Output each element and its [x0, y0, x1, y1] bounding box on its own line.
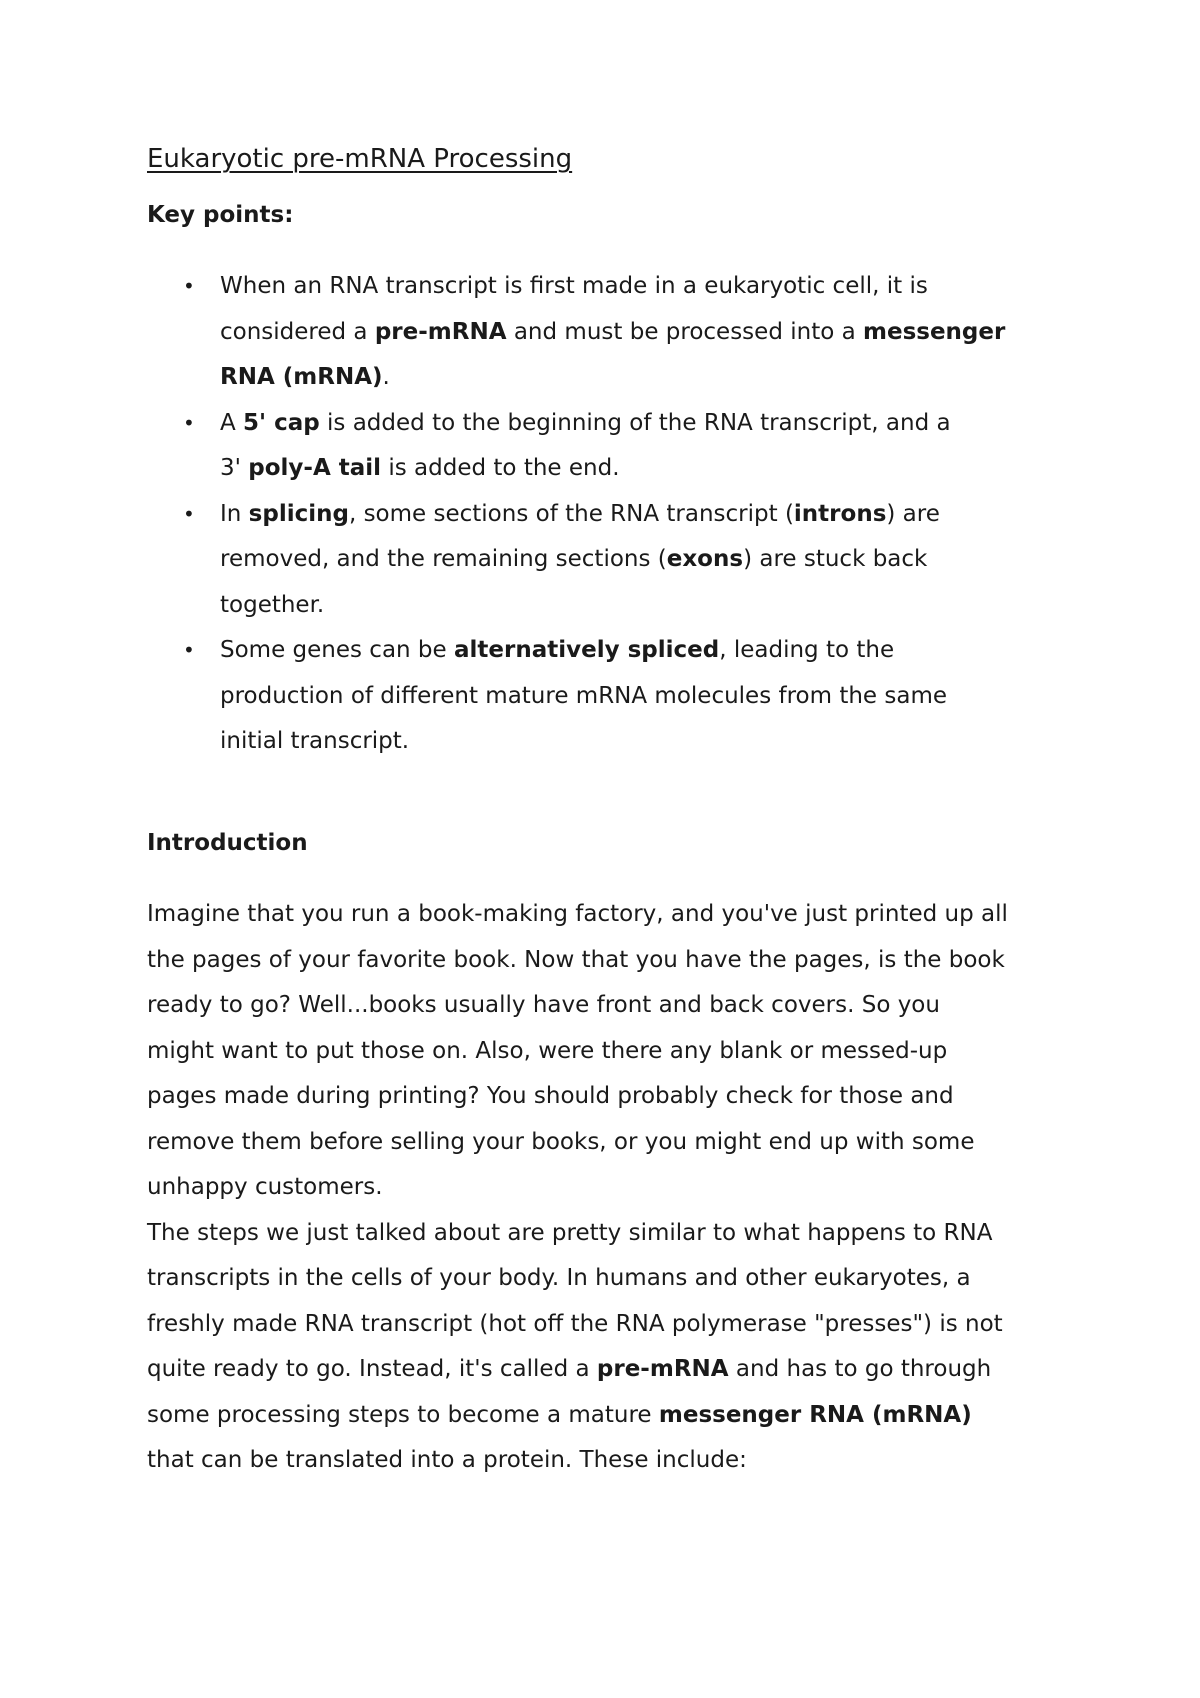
text-line: freshly made RNA transcript (hot off the RNA polymerase "presses") is not [147, 1310, 1003, 1337]
text-line: ready to go? Well...books usually have front and back covers. So you [147, 992, 940, 1018]
text-line: pages made during printing? You should probably check for those and [147, 1083, 954, 1109]
text-line: Imagine that you run a book-making factory, and you've just printed up all [147, 901, 1008, 927]
key-points-list [147, 264, 1067, 765]
text-line: In splicing, some sections of the RNA transcript (introns) are [220, 500, 940, 527]
text-line: quite ready to go. Instead, it's called a pre-mRNA and has to go through [147, 1356, 992, 1382]
key-point-item [147, 492, 1067, 629]
text-line: transcripts in the cells of your body. In humans and other eukaryotes, a [147, 1265, 971, 1291]
intro-paragraph-1 [147, 892, 1067, 1211]
text-line: production of different mature mRNA molecules from the same [220, 682, 948, 709]
text-line: considered a pre-mRNA and must be processed into a messenger [220, 318, 1006, 345]
introduction-body [147, 892, 1067, 1484]
intro-paragraph-2 [147, 1211, 1067, 1484]
text-line: together. [220, 591, 325, 618]
document-title: Eukaryotic pre-mRNA Processing [147, 144, 573, 174]
bullet-icon: • [183, 274, 195, 298]
text-line: The steps we just talked about are pretty similar to what happens to RNA [147, 1219, 993, 1246]
key-point-item [147, 401, 1067, 492]
text-line: RNA (mRNA). [220, 364, 390, 390]
bullet-icon: • [183, 410, 195, 435]
text-line: initial transcript. [220, 728, 410, 754]
bullet-icon: • [183, 501, 195, 526]
bullet-icon: • [183, 638, 195, 662]
text-line: Some genes can be alternatively spliced, leading to the [220, 637, 895, 663]
key-point-item [147, 264, 1067, 401]
text-line: removed, and the remaining sections (exons) are stuck back [220, 546, 928, 572]
text-line: A 5' cap is added to the beginning of the RNA transcript, and a [220, 409, 951, 436]
text-line: remove them before selling your books, or you might end up with some [147, 1128, 975, 1155]
text-line: some processing steps to become a mature messenger RNA (mRNA) [147, 1401, 972, 1428]
text-line: that can be translated into a protein. These include: [147, 1447, 747, 1473]
key-points-heading: Key points: [147, 202, 294, 228]
text-line: 3' poly-A tail is added to the end. [220, 455, 620, 481]
text-line: When an RNA transcript is first made in a eukaryotic cell, it is [220, 273, 928, 299]
text-line: might want to put those on. Also, were there any blank or messed-up [147, 1037, 948, 1064]
text-line: unhappy customers. [147, 1174, 383, 1200]
introduction-heading: Introduction [147, 830, 308, 856]
text-line: the pages of your favorite book. Now that you have the pages, is the book [147, 946, 1005, 973]
key-point-item [147, 628, 1067, 765]
